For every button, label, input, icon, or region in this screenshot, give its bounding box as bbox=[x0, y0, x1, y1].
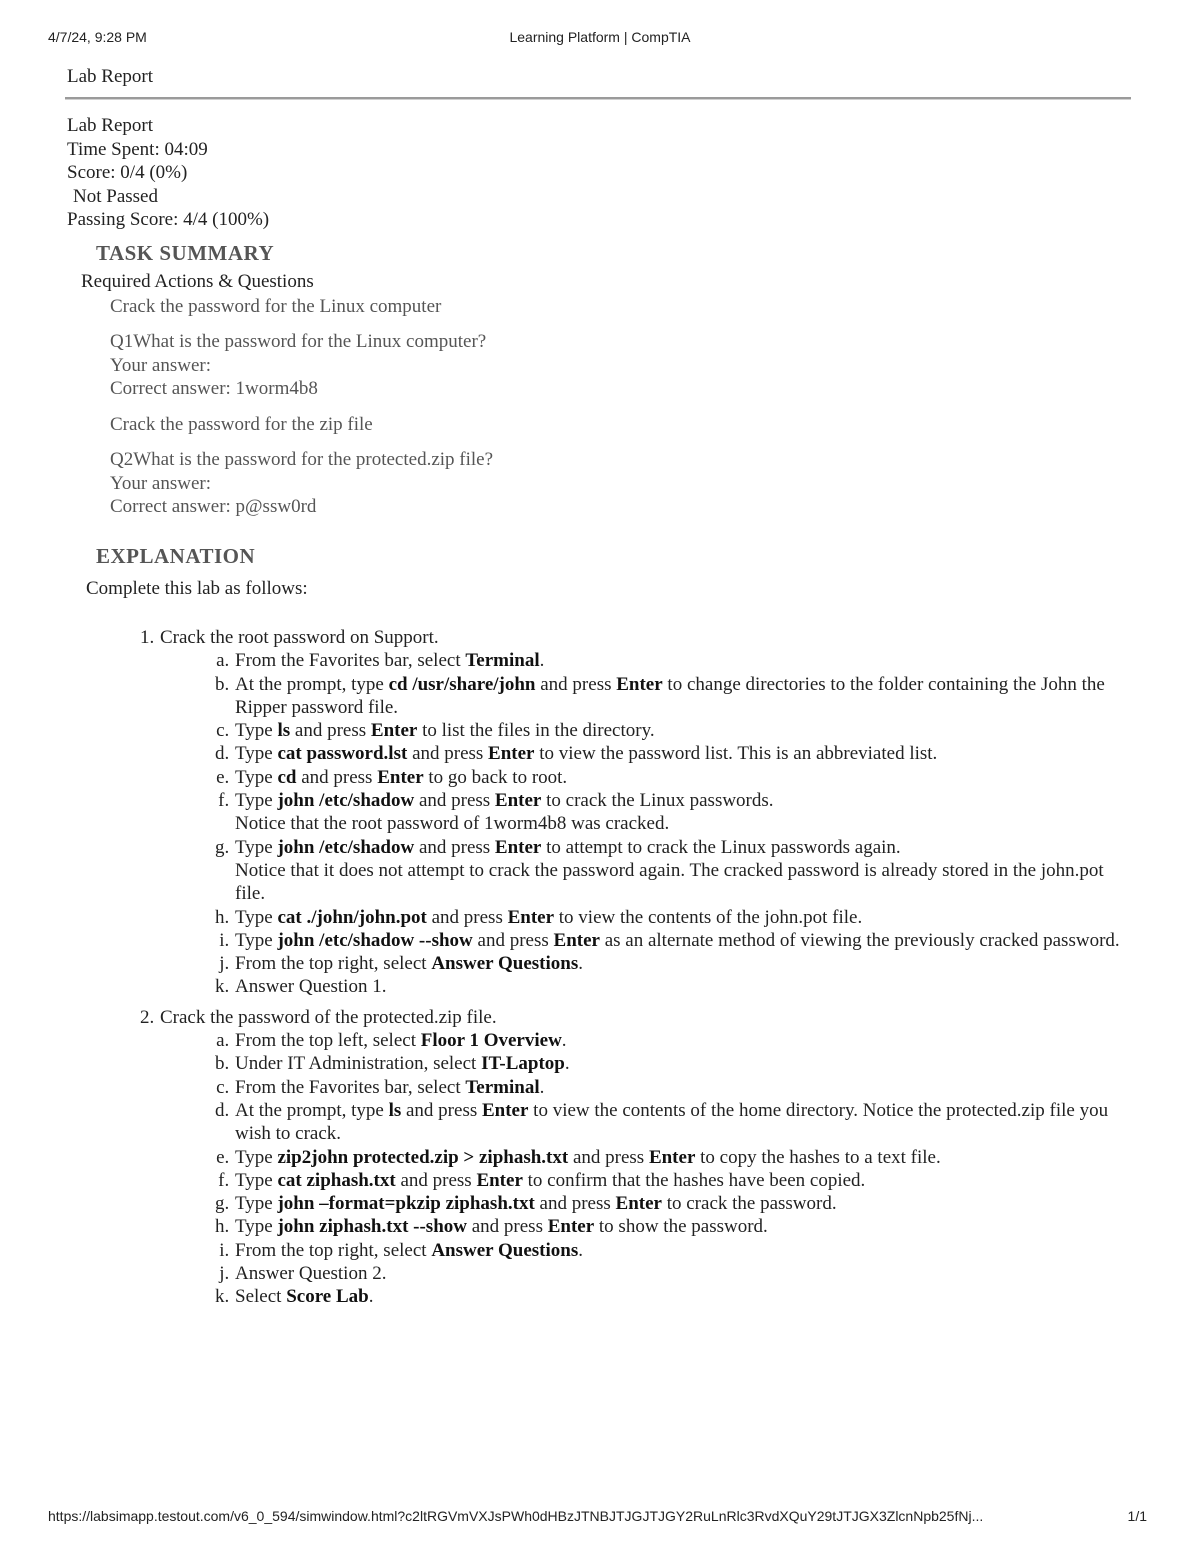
key-name: Enter bbox=[648, 1146, 696, 1168]
key-name: Enter bbox=[488, 743, 535, 765]
step-text: From the top right, select bbox=[235, 953, 432, 975]
command-text: cat password.lst bbox=[277, 743, 408, 765]
key-name: Enter bbox=[476, 1169, 523, 1191]
step-text: Type bbox=[235, 1216, 278, 1238]
step-1f bbox=[234, 789, 1137, 836]
step-text: Type bbox=[235, 743, 278, 765]
question-2-correct-answer: Correct answer: p@ssw0rd bbox=[110, 496, 317, 517]
step-1 bbox=[159, 626, 1137, 999]
step-1-text: Crack the root password on Support. bbox=[160, 627, 439, 648]
step-text: and press bbox=[472, 929, 554, 951]
command-text: ls bbox=[277, 720, 291, 742]
step-text: Type bbox=[235, 1146, 278, 1168]
title-divider bbox=[65, 97, 1131, 100]
step-text: to crack the password. bbox=[661, 1193, 837, 1215]
ui-element-name: IT-Laptop bbox=[481, 1053, 565, 1075]
step-2h bbox=[234, 1215, 1137, 1238]
passing-score: Passing Score: 4/4 (100%) bbox=[67, 209, 270, 230]
step-note: Notice that it does not attempt to crack the password again. The cracked password is already stored in the john.pot file. bbox=[235, 859, 1104, 905]
step-text: From the top right, select bbox=[235, 1239, 432, 1261]
page-number: 1/1 bbox=[1127, 1508, 1147, 1524]
ui-element-name: Answer Questions bbox=[431, 953, 579, 975]
step-2d bbox=[234, 1099, 1137, 1146]
step-text: and press bbox=[426, 906, 508, 928]
required-action-2: Crack the password for the zip file bbox=[110, 413, 373, 435]
step-text: Answer Question 2. bbox=[235, 1263, 387, 1285]
question-1-correct-answer: Correct answer: 1worm4b8 bbox=[110, 378, 318, 399]
step-text: and press bbox=[535, 673, 617, 695]
explanation-steps-wrapper bbox=[67, 600, 1137, 1316]
step-2i bbox=[234, 1239, 1137, 1262]
step-2k bbox=[234, 1285, 1137, 1308]
key-name: Enter bbox=[377, 766, 424, 788]
step-text: and press bbox=[290, 720, 371, 742]
step-1b bbox=[234, 673, 1137, 720]
status-badge: Not Passed bbox=[73, 185, 158, 207]
command-text: john ziphash.txt --show bbox=[277, 1216, 467, 1238]
key-name: Enter bbox=[507, 906, 555, 928]
key-name: Enter bbox=[547, 1216, 595, 1238]
key-name: Enter bbox=[615, 1193, 662, 1215]
step-1-substeps bbox=[160, 649, 1137, 998]
task-summary-heading: TASK SUMMARY bbox=[96, 240, 275, 265]
ui-element-name: Score Lab bbox=[286, 1286, 369, 1308]
step-text: Type bbox=[235, 790, 278, 812]
step-text: Type bbox=[235, 766, 278, 788]
step-text: to change directories to the folder containing the John the Ripper password file. bbox=[235, 673, 1105, 718]
key-name: Enter bbox=[370, 720, 418, 742]
step-2b bbox=[234, 1052, 1137, 1075]
step-1j bbox=[234, 952, 1137, 975]
step-1c bbox=[234, 719, 1137, 742]
report-stats bbox=[67, 114, 1137, 232]
command-text: cd bbox=[277, 766, 297, 788]
report-title: Lab Report bbox=[67, 115, 154, 136]
step-2 bbox=[159, 1006, 1137, 1309]
step-text: to copy the hashes to a text file. bbox=[695, 1146, 941, 1168]
print-footer bbox=[0, 1508, 1200, 1528]
explanation-steps bbox=[67, 626, 1137, 1309]
score: Score: 0/4 (0%) bbox=[67, 162, 188, 183]
required-actions-heading: Required Actions & Questions bbox=[81, 270, 314, 292]
print-page-title: Learning Platform | CompTIA bbox=[509, 29, 691, 45]
step-text: . bbox=[564, 1053, 570, 1075]
step-text: to go back to root. bbox=[423, 766, 568, 788]
step-text: and press bbox=[296, 766, 378, 788]
step-2j bbox=[234, 1262, 1137, 1285]
step-text: . bbox=[539, 650, 545, 672]
key-name: Enter bbox=[481, 1099, 529, 1121]
page-title: Lab Report bbox=[67, 66, 154, 87]
step-text: . bbox=[578, 953, 583, 975]
page-url: https://labsimapp.testout.com/v6_0_594/simwindow.html?c2ltRGVmVXJsPWh0dHBzJTNBJTJGJTJGY2RuLnRlc3RvdXQuY29tJTJGX3ZlcnNpb25fNj... bbox=[48, 1508, 984, 1524]
step-text: From the Favorites bar, select bbox=[235, 650, 466, 672]
step-text: . bbox=[368, 1286, 374, 1308]
step-text: to view the contents of the john.pot file. bbox=[554, 906, 863, 928]
command-text: john /etc/shadow bbox=[277, 790, 415, 812]
step-text: Answer Question 1. bbox=[235, 976, 387, 998]
step-text: Select bbox=[235, 1286, 287, 1308]
step-2g bbox=[234, 1192, 1137, 1215]
step-2a bbox=[234, 1029, 1137, 1052]
command-text: cat ziphash.txt bbox=[277, 1169, 396, 1191]
ui-element-name: Terminal bbox=[465, 650, 540, 672]
step-text: to show the password. bbox=[594, 1216, 768, 1238]
step-text: to attempt to crack the Linux passwords again. bbox=[541, 836, 901, 858]
question-2 bbox=[110, 448, 1137, 519]
step-text: From the top left, select bbox=[235, 1030, 421, 1052]
step-text: From the Favorites bar, select bbox=[235, 1076, 466, 1098]
ui-element-name: Floor 1 Overview bbox=[420, 1030, 562, 1052]
step-text: Type bbox=[235, 1193, 278, 1215]
step-note: Notice that the root password of 1worm4b8 was cracked. bbox=[235, 813, 670, 835]
ui-element-name: Terminal bbox=[465, 1076, 540, 1098]
question-2-text: Q2What is the password for the protected.zip file? bbox=[110, 449, 494, 470]
step-text: to view the contents of the home directory. Notice the protected.zip file you wish to crack. bbox=[235, 1099, 1109, 1145]
step-text: Type bbox=[235, 929, 278, 951]
step-text: and press bbox=[395, 1169, 477, 1191]
print-header bbox=[0, 29, 1200, 49]
step-text: and press bbox=[414, 836, 495, 858]
step-text: and press bbox=[568, 1146, 649, 1168]
command-text: ls bbox=[388, 1099, 402, 1121]
step-text: and press bbox=[466, 1216, 548, 1238]
step-1e bbox=[234, 766, 1137, 789]
step-text: At the prompt, type bbox=[235, 673, 389, 695]
step-text: to view the password list. This is an abbreviated list. bbox=[534, 743, 938, 765]
step-1k bbox=[234, 975, 1137, 998]
step-1d bbox=[234, 742, 1137, 765]
command-text: john /etc/shadow --show bbox=[277, 929, 473, 951]
step-1i bbox=[234, 929, 1137, 952]
step-text: and press bbox=[534, 1193, 616, 1215]
explanation-intro: Complete this lab as follows: bbox=[86, 577, 308, 599]
step-text: Type bbox=[235, 720, 278, 742]
lab-report-content bbox=[67, 64, 1137, 601]
command-text: john /etc/shadow bbox=[277, 836, 415, 858]
step-text: to list the files in the directory. bbox=[417, 720, 655, 742]
command-text: cd /usr/share/john bbox=[388, 673, 536, 695]
ui-element-name: Answer Questions bbox=[431, 1239, 579, 1261]
command-text: john –format=pkzip ziphash.txt bbox=[277, 1193, 535, 1215]
question-1 bbox=[110, 330, 1137, 401]
step-2-text: Crack the password of the protected.zip file. bbox=[160, 1006, 497, 1028]
command-text: cat ./john/john.pot bbox=[277, 906, 427, 928]
key-name: Enter bbox=[553, 929, 600, 951]
question-1-your-answer: Your answer: bbox=[110, 354, 211, 376]
step-text: . bbox=[561, 1030, 567, 1052]
step-2e bbox=[234, 1146, 1137, 1169]
step-1a bbox=[234, 649, 1137, 672]
key-name: Enter bbox=[494, 790, 542, 812]
time-spent: Time Spent: 04:09 bbox=[67, 138, 208, 160]
step-text: Type bbox=[235, 1169, 278, 1191]
step-text: to confirm that the hashes have been copied. bbox=[522, 1169, 866, 1191]
step-2f bbox=[234, 1169, 1137, 1192]
print-date: 4/7/24, 9:28 PM bbox=[48, 29, 147, 45]
step-text: Type bbox=[235, 906, 278, 928]
step-text: and press bbox=[407, 743, 489, 765]
required-action-1: Crack the password for the Linux computer bbox=[110, 295, 442, 317]
step-text: as an alternate method of viewing the previously cracked password. bbox=[599, 929, 1120, 951]
step-text: to crack the Linux passwords. bbox=[541, 790, 774, 812]
key-name: Enter bbox=[494, 836, 542, 858]
step-1g bbox=[234, 836, 1137, 906]
step-2c bbox=[234, 1076, 1137, 1099]
explanation-heading: EXPLANATION bbox=[96, 543, 256, 568]
step-text: . bbox=[539, 1076, 545, 1098]
command-text: zip2john protected.zip > ziphash.txt bbox=[277, 1146, 569, 1168]
step-text: and press bbox=[401, 1099, 482, 1121]
step-2-substeps bbox=[160, 1029, 1137, 1309]
step-text: Type bbox=[235, 836, 278, 858]
step-text: At the prompt, type bbox=[235, 1099, 389, 1121]
step-text: and press bbox=[414, 790, 495, 812]
step-text: . bbox=[578, 1239, 583, 1261]
step-1h bbox=[234, 906, 1137, 929]
key-name: Enter bbox=[616, 673, 663, 695]
question-1-text: Q1What is the password for the Linux computer? bbox=[110, 331, 487, 352]
question-2-your-answer: Your answer: bbox=[110, 472, 211, 494]
step-text: Under IT Administration, select bbox=[235, 1053, 482, 1075]
